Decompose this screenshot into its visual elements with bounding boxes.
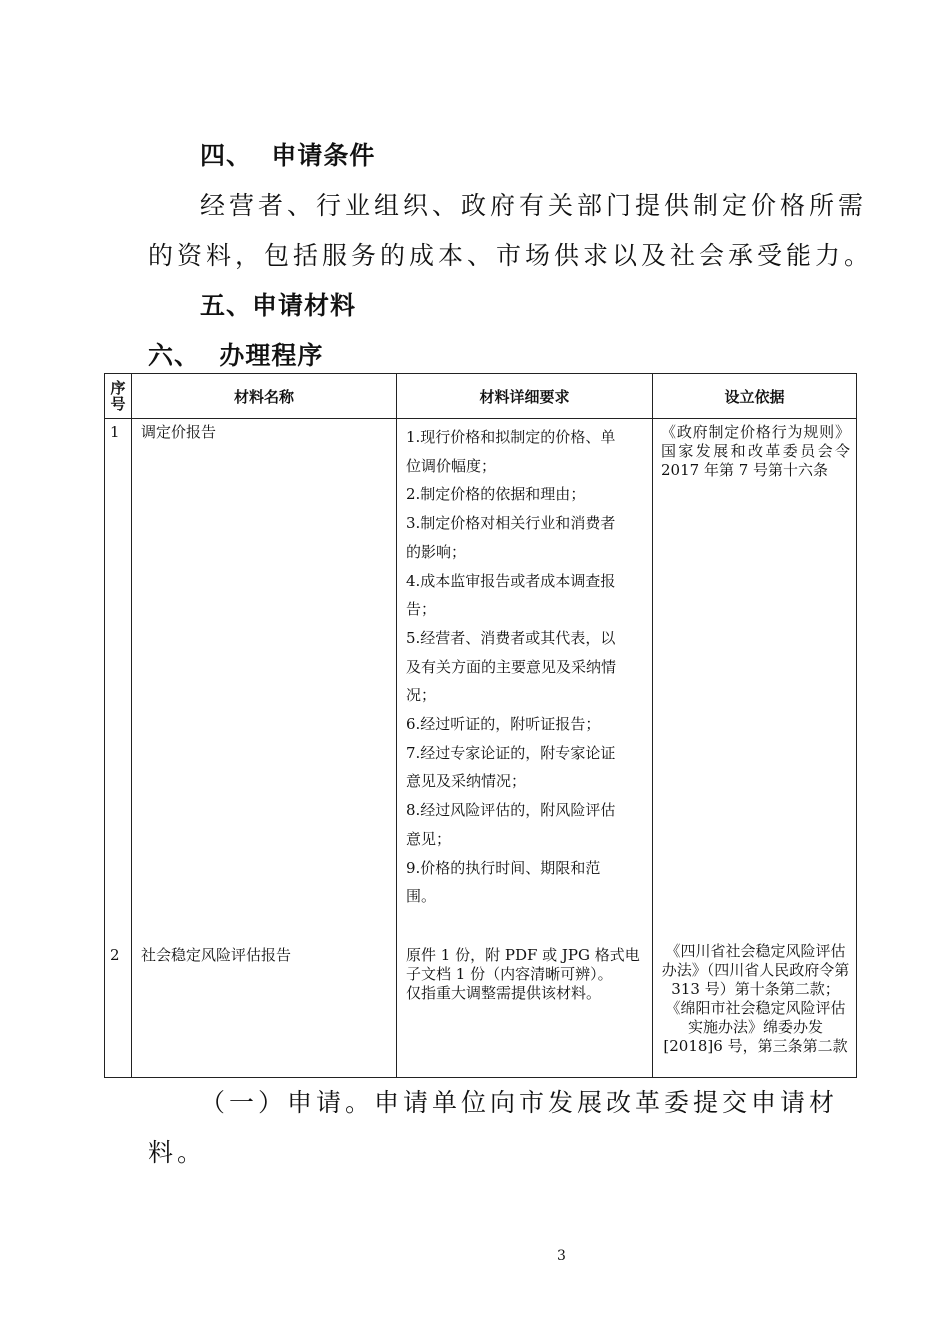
header-legal-basis: 设立依据: [653, 374, 857, 419]
detail-line: 3.制定价格对相关行业和消费者: [406, 514, 616, 533]
detail-line: 4.成本监审报告或者成本调查报: [406, 571, 616, 590]
detail-line: 仅指重大调整需提供该材料。: [406, 984, 602, 1002]
header-material-detail: 材料详细要求: [397, 374, 653, 419]
detail-line: 意见及采纳情况；: [406, 772, 527, 791]
detail-line: 及有关方面的主要意见及采纳情: [406, 657, 617, 676]
procedure-step-1-line-1: （一）申请。申请单位向市发展改革委提交申请材: [200, 1088, 839, 1117]
conditions-text-line-1: 经营者、行业组织、政府有关部门提供制定价格所需: [200, 191, 868, 220]
conditions-text-line-2: 的资料，包括服务的成本、市场供求以及社会承受能力。: [148, 241, 874, 270]
heading-procedure: 六、 办理程序: [148, 341, 324, 370]
detail-line: 意见；: [406, 829, 452, 848]
row-seq: 2: [105, 934, 132, 1078]
row-material-detail: [397, 934, 653, 1078]
procedure-step-1-line-2: 料。: [148, 1138, 207, 1167]
detail-line: 9.价格的执行时间、期限和范: [406, 858, 601, 877]
row-material-name: 社会稳定风险评估报告: [132, 934, 397, 1078]
row-legal-basis: 《四川省社会稳定风险评估办法》（四川省人民政府令第 313 号）第十条第二款；《绵阳市社会稳定风险评估实施办法》绵委办发[2018]6 号，第三条第二款: [653, 934, 857, 1078]
header-seq: 序号: [105, 374, 132, 419]
detail-line: 告；: [406, 600, 437, 619]
page-number: 3: [557, 1248, 566, 1264]
detail-line: 7.经过专家论证的，附专家论证: [406, 743, 616, 762]
detail-line: 况；: [406, 686, 437, 705]
detail-line: 5.经营者、消费者或其代表，以: [406, 628, 616, 647]
detail-line: 位调价幅度；: [406, 456, 497, 475]
heading-application-materials: 五、申请材料: [200, 291, 357, 320]
materials-table: [104, 373, 857, 1078]
detail-line: 围。: [406, 887, 437, 906]
row-seq: 1: [105, 419, 132, 935]
detail-line: 8.经过风险评估的，附风险评估: [406, 801, 616, 820]
detail-line: 2.制定价格的依据和理由；: [406, 485, 586, 504]
detail-line: 原件 1 份，附 PDF 或 JPG 格式电: [406, 946, 640, 964]
row-material-name: 调定价报告: [132, 419, 397, 935]
table-header-row: [105, 374, 857, 419]
detail-line: 6.经过听证的，附听证报告；: [406, 715, 601, 734]
row-material-detail: [397, 419, 653, 935]
detail-line: 的影响；: [406, 542, 467, 561]
heading-application-conditions: 四、 申请条件: [200, 141, 376, 170]
table-row: [105, 419, 857, 935]
header-material-name: 材料名称: [132, 374, 397, 419]
table-row: [105, 934, 857, 1078]
detail-line: 1.现行价格和拟制定的价格、单: [406, 428, 616, 446]
detail-line: 子文档 1 份（内容清晰可辨）。: [406, 965, 613, 983]
row-legal-basis: 《政府制定价格行为规则》国家发展和改革委员会令 2017 年第 7 号第十六条: [653, 419, 857, 935]
